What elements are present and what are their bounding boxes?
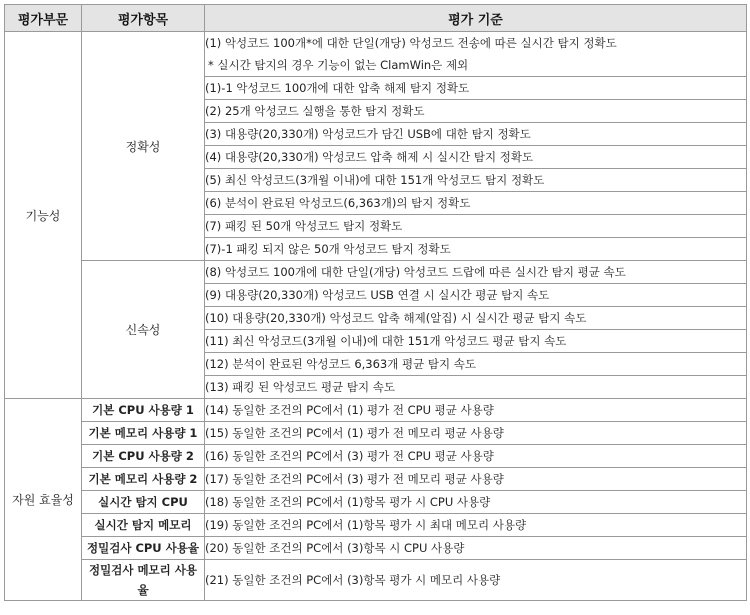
criterion-cell: (12) 분석이 완료된 악성코드 6,363개 평균 탐지 속도	[205, 353, 747, 376]
resource-item: 실시간 탐지 메모리	[82, 514, 205, 537]
item-speed: 신속성	[82, 261, 205, 399]
criterion-cell: (19) 동일한 조건의 PC에서 (1)항목 평가 시 최대 메모리 사용량	[205, 514, 747, 537]
category-functionality: 기능성	[5, 32, 82, 399]
criterion-cell: (2) 25개 악성코드 실행을 통한 탐지 정확도	[205, 100, 747, 123]
criterion-cell: (7)-1 패킹 되지 않은 50개 악성코드 탐지 정확도	[205, 238, 747, 261]
header-row	[5, 5, 747, 32]
criterion-cell	[205, 32, 747, 77]
criterion-cell: (18) 동일한 조건의 PC에서 (1)항목 평가 시 CPU 사용량	[205, 491, 747, 514]
resource-item: 기본 CPU 사용량 2	[82, 445, 205, 468]
table-row	[5, 445, 747, 468]
criterion-cell: (8) 악성코드 100개에 대한 단일(개당) 악성코드 드랍에 따른 실시간 탐지 평균 속도	[205, 261, 747, 284]
criterion-cell: (11) 최신 악성코드(3개월 이내)에 대한 151개 악성코드 평균 탐지 속도	[205, 330, 747, 353]
table-row	[5, 399, 747, 422]
criterion-cell: (20) 동일한 조건의 PC에서 (3)항목 시 CPU 사용량	[205, 537, 747, 560]
header-category: 평가부문	[5, 5, 82, 32]
header-criteria: 평가 기준	[205, 5, 747, 32]
table-row	[5, 560, 747, 601]
criterion-cell: (1)-1 악성코드 100개에 대한 압축 해제 탐지 정확도	[205, 77, 747, 100]
table-row	[5, 468, 747, 491]
criterion-cell: (3) 대용량(20,330개) 악성코드가 담긴 USB에 대한 탐지 정확도	[205, 123, 747, 146]
criterion-cell: (17) 동일한 조건의 PC에서 (3) 평가 전 메모리 평균 사용량	[205, 468, 747, 491]
category-resource-efficiency: 자원 효율성	[5, 399, 82, 601]
criterion-cell: (4) 대용량(20,330개) 악성코드 압축 해제 시 실시간 탐지 정확도	[205, 146, 747, 169]
criterion-cell: (14) 동일한 조건의 PC에서 (1) 평가 전 CPU 평균 사용량	[205, 399, 747, 422]
criterion-note: * 실시간 탐지의 경우 기능이 없는 ClamWin은 제외	[208, 58, 469, 72]
resource-item: 기본 메모리 사용량 2	[82, 468, 205, 491]
resource-item: 정밀검사 CPU 사용율	[82, 537, 205, 560]
table-row	[5, 491, 747, 514]
resource-item: 기본 메모리 사용량 1	[82, 422, 205, 445]
evaluation-table	[4, 4, 747, 601]
table-row	[5, 32, 747, 77]
criterion-cell: (7) 패킹 된 50개 악성코드 탐지 정확도	[205, 215, 747, 238]
table-row	[5, 422, 747, 445]
criterion-text: (1) 악성코드 100개*에 대한 단일(개당) 악성코드 전송에 따른 실시간 탐지 정확도	[205, 36, 617, 50]
resource-item: 기본 CPU 사용량 1	[82, 399, 205, 422]
table-row	[5, 514, 747, 537]
criterion-cell: (21) 동일한 조건의 PC에서 (3)항목 평가 시 메모리 사용량	[205, 560, 747, 601]
criterion-cell: (5) 최신 악성코드(3개월 이내)에 대한 151개 악성코드 탐지 정확도	[205, 169, 747, 192]
criterion-cell: (10) 대용량(20,330개) 악성코드 압축 해제(알집) 시 실시간 평균 탐지 속도	[205, 307, 747, 330]
criterion-cell: (9) 대용량(20,330개) 악성코드 USB 연결 시 실시간 평균 탐지 속도	[205, 284, 747, 307]
table-row	[5, 537, 747, 560]
criterion-cell: (15) 동일한 조건의 PC에서 (1) 평가 전 메모리 평균 사용량	[205, 422, 747, 445]
resource-item: 정밀검사 메모리 사용율	[82, 560, 205, 601]
header-item: 평가항목	[82, 5, 205, 32]
table-row	[5, 261, 747, 284]
criterion-cell: (6) 분석이 완료된 악성코드(6,363개)의 탐지 정확도	[205, 192, 747, 215]
resource-item: 실시간 탐지 CPU	[82, 491, 205, 514]
criterion-cell: (16) 동일한 조건의 PC에서 (3) 평가 전 CPU 평균 사용량	[205, 445, 747, 468]
item-accuracy: 정확성	[82, 32, 205, 261]
criterion-cell: (13) 패킹 된 악성코드 평균 탐지 속도	[205, 376, 747, 399]
